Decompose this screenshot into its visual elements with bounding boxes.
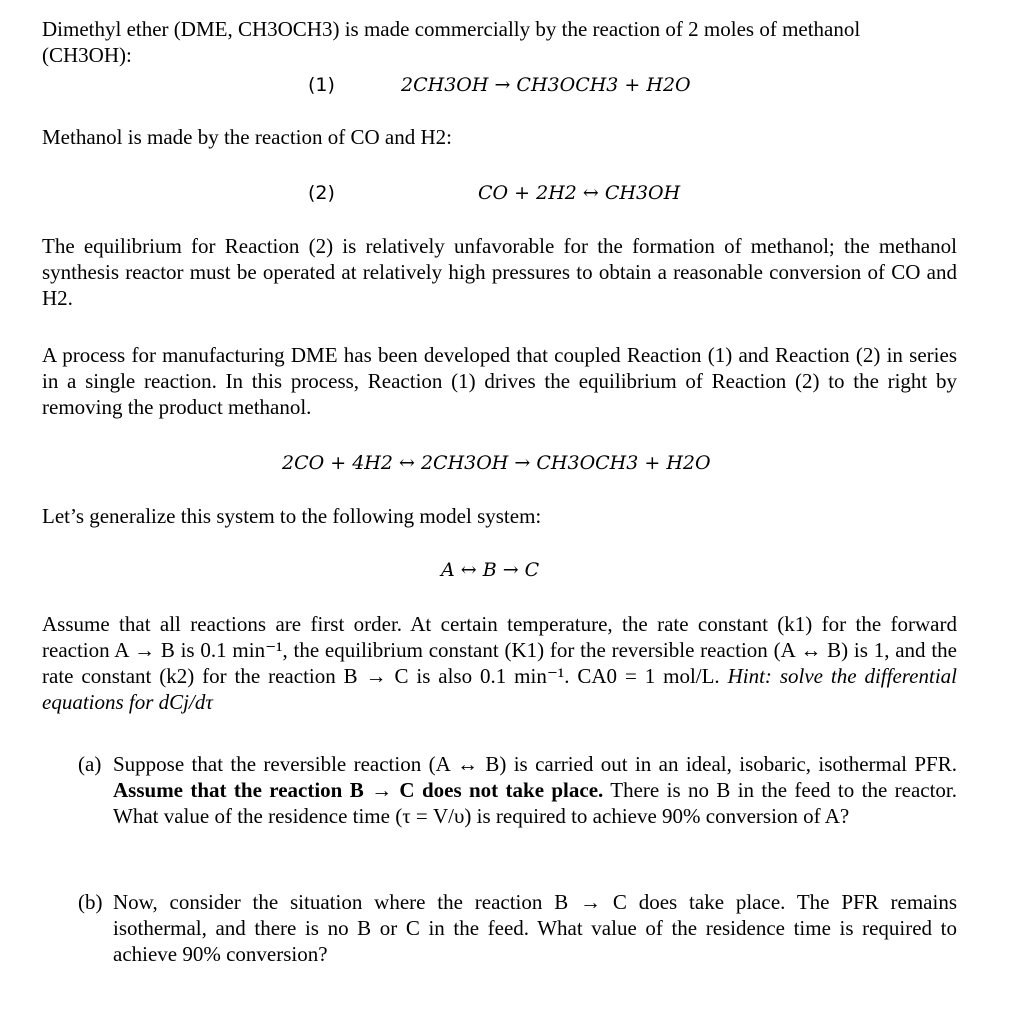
intro-line-2: (CH3OH): [42,43,132,67]
reaction-2-number: (2) [308,182,335,204]
question-b-body: Now, consider the situation where the reaction B → C does take place. The PFR remains isothermal, and there is no B or C in the feed. What value of the residence time is required to achieve 90% conversion? [113,890,957,966]
question-a-body [78,751,957,829]
intro-paragraph [42,16,957,68]
intro-line-1: Dimethyl ether (DME, CH3OCH3) is made commercially by the reaction of 2 moles of methanol [42,17,861,41]
question-a [78,751,957,829]
assume-paragraph [42,611,957,715]
generalize-text: Let’s generalize this system to the following model system: [42,504,542,528]
model-equation: A ↔ B → C [441,559,540,581]
equilibrium-paragraph: The equilibrium for Reaction (2) is relatively unfavorable for the formation of methanol; the methanol synthesis reactor must be operated at relatively high pressures to obtain a reasonable conversion of CO and H2. [42,234,957,310]
reaction-1-number: (1) [308,74,335,96]
question-a-text-before: Suppose that the reversible reaction (A ↔ B) is carried out in an ideal, isobaric, isothermal PFR. [113,752,957,776]
question-a-bold: Assume that the reaction B → C does not take place. [113,778,604,802]
reaction-2-equation: CO + 2H2 ↔ CH3OH [478,182,681,204]
process-paragraph: A process for manufacturing DME has been developed that coupled Reaction (1) and Reaction (2) in series in a single reaction. In this process, Reaction (1) drives the equilibrium of Reaction (2) to the right by removing the product methanol. [42,343,957,419]
question-a-text-after: There is no B in the feed to the reactor. What value of the residence time (τ = V/υ) is required to achieve 90% conversion of A? [113,778,958,828]
question-b-label: (b) [78,890,103,914]
methanol-intro: Methanol is made by the reaction of CO and H2: [42,125,452,149]
question-a-label: (a) [78,752,102,776]
reaction-1-equation: 2CH3OH → CH3OCH3 + H2O [401,74,691,96]
assume-text: Assume that all reactions are first order. At certain temperature, the rate constant (k1) for the forward reaction A → B is 0.1 min⁻¹, the equilibrium constant (K1) for the reversible reaction (A ↔ B) is 1, and the rate constant (k2) for the reaction B → C is also 0.1 min⁻¹. CA0 = 1 mol/L. [42,612,957,688]
hint-text: Hint: solve the differential equations for dCj/dτ [42,664,957,714]
question-b [78,889,957,967]
combined-equation: 2CO + 4H2 ↔ 2CH3OH → CH3OCH3 + H2O [282,452,711,474]
